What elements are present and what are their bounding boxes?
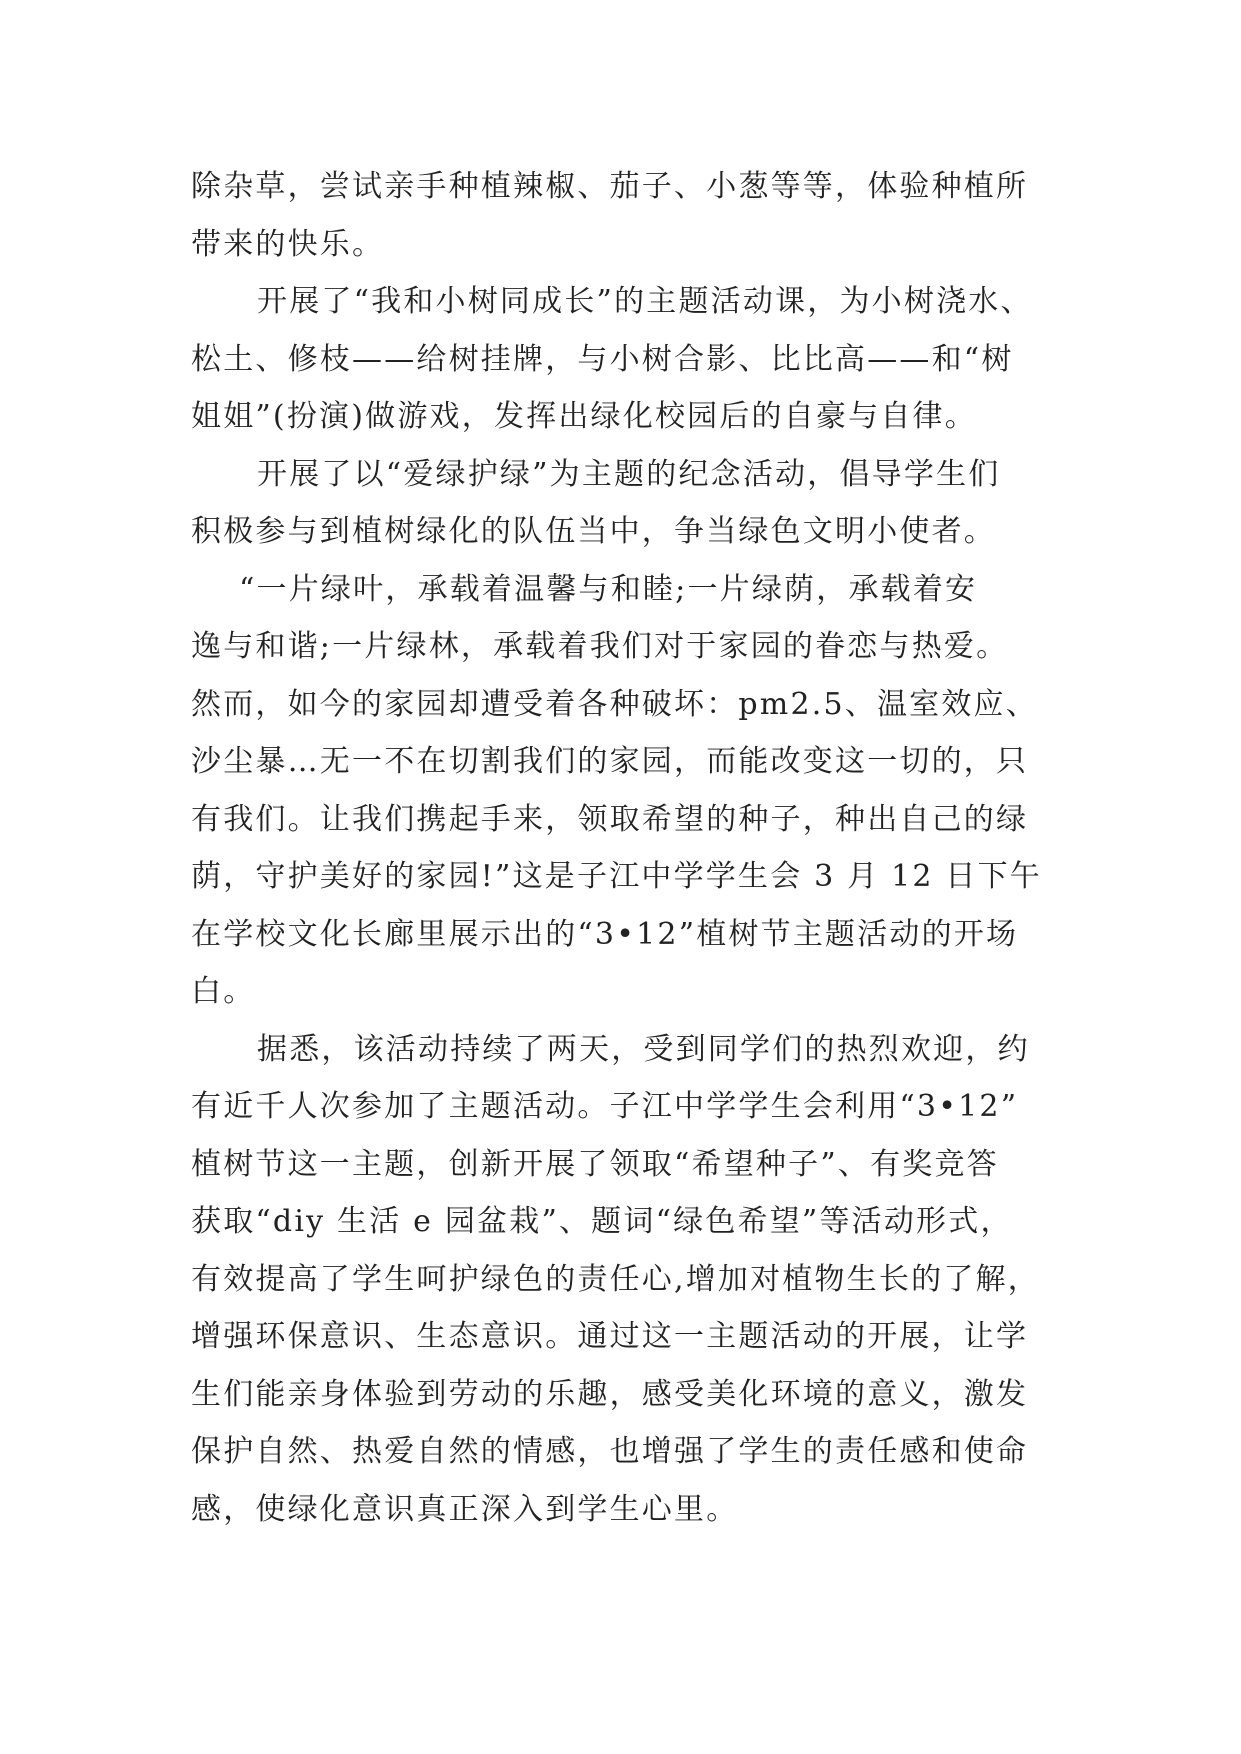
text-line: 然而，如今的家园却遭受着各种破坏：pm2.5、温室效应、	[191, 686, 1038, 722]
text-line: 沙尘暴…无一不在切割我们的家园，而能改变这一切的，只	[191, 744, 1029, 779]
text-line: 积极参与到植树绿化的队伍当中，争当绿色文明小使者。	[191, 514, 996, 549]
text-line: 荫，守护美好的家园!”这是子江中学学生会 3 月 12 日下午	[191, 859, 1042, 894]
text-line: 植树节这一主题，创新开展了领取“希望种子”、有奖竞答	[191, 1146, 999, 1182]
text-line: 在学校文化长廊里展示出的“3•12”植树节主题活动的开场	[191, 916, 1019, 952]
text-line: 逸与和谐;一片绿林，承载着我们对于家园的眷恋与热爱。	[191, 629, 1009, 664]
text-line: 生们能亲身体验到劳动的乐趣，感受美化环境的意义，激发	[191, 1376, 1029, 1412]
paragraph-1	[191, 158, 1049, 273]
text-line: 开展了以“爱绿护绿”为主题的纪念活动，倡导学生们	[257, 456, 1001, 492]
text-line: 姐姐”(扮演)做游戏，发挥出绿化校园后的自豪与自律。	[191, 399, 977, 434]
text-line: 有我们。让我们携起手来，领取希望的种子，种出自己的绿	[191, 801, 1029, 837]
text-line: 获取“diy 生活 e 园盆栽”、题词“绿色希望”等活动形式，	[191, 1204, 1013, 1239]
text-line: 据悉，该活动持续了两天，受到同学们的热烈欢迎，约	[257, 1031, 1030, 1067]
text-line: 带来的快乐。	[191, 226, 385, 262]
text-line: 开展了“我和小树同成长”的主题活动课，为小树浇水、	[257, 284, 1033, 319]
text-line: 松土、修枝——给树挂牌，与小树合影、比比高——和“树	[191, 341, 1014, 377]
paragraph-4	[191, 561, 1049, 1021]
paragraph-3	[191, 446, 1049, 561]
text-line: 增强环保意识、生态意识。通过这一主题活动的开展，让学	[191, 1319, 1029, 1354]
text-line: 感，使绿化意识真正深入到学生心里。	[191, 1491, 739, 1527]
text-line: 除杂草，尝试亲手种植辣椒、茄子、小葱等等，体验种植所	[191, 169, 1029, 204]
text-line: 有效提高了学生呵护绿色的责任心,增加对植物生长的了解，	[191, 1261, 1040, 1297]
document-body	[191, 158, 1049, 1538]
text-line: “一片绿叶，承载着温馨与和睦;一片绿荫，承载着安	[239, 571, 978, 607]
paragraph-2	[191, 273, 1049, 446]
text-line: 白。	[191, 974, 256, 1009]
text-line: 有近千人次参加了主题活动。子江中学学生会利用“3•12”	[191, 1089, 1019, 1124]
text-line: 保护自然、热爱自然的情感，也增强了学生的责任感和使命	[191, 1434, 1029, 1469]
paragraph-5	[191, 1021, 1049, 1539]
